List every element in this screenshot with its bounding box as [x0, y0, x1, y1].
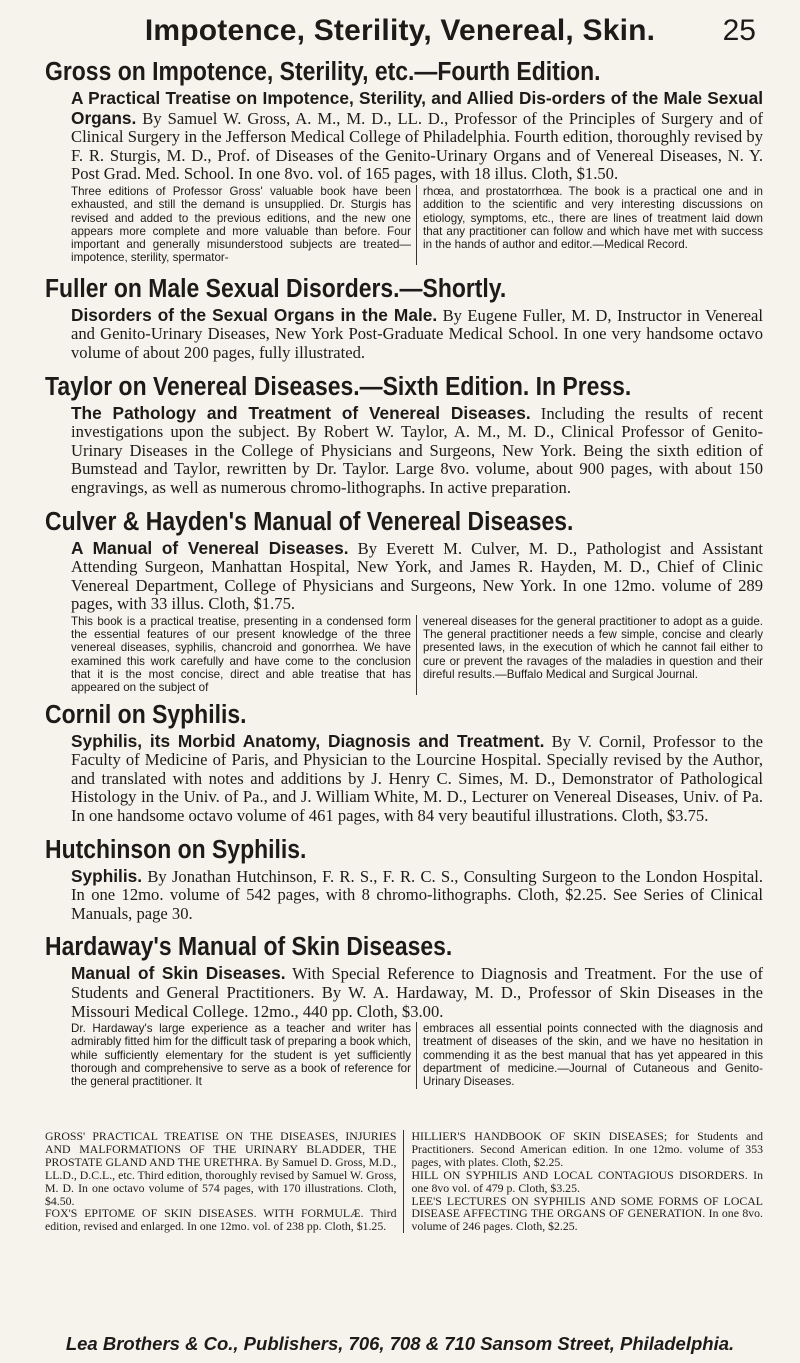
entry-hutchinson [45, 836, 763, 924]
review [45, 1022, 763, 1088]
entry-heading: Cornil on Syphilis. [45, 700, 247, 729]
entry-body [45, 89, 763, 184]
listing-hillier-handbook: HILLIER'S HANDBOOK OF SKIN DISEASES; for Students and Practitioners. Second American edition. In one 12mo. volume of 353 pages, with plates. Cloth, $2.25. [411, 1129, 763, 1169]
listing-lee-lectures: LEE'S LECTURES ON SYPHILIS AND SOME FORMS OF LOCAL DISEASE AFFECTING THE ORGANS OF GENERATION. In one 8vo. volume of 246 pages. Cloth, $2.25. [411, 1193, 763, 1234]
listing-fox-epitome: FOX'S EPITOME OF SKIN DISEASES. WITH FORMULÆ. Third edition, revised and enlarged. In one 12mo. vol. of 238 pp. Cloth, $1.25. [45, 1206, 397, 1234]
entry-fuller [45, 275, 763, 363]
entry-body [45, 404, 763, 498]
entry-taylor [45, 373, 763, 498]
book-title: The Pathology and Treatment of Venereal Diseases. [71, 402, 531, 423]
entry-text: By Samuel W. Gross, A. M., M. D., LL. D., Professor of the Principles of Surgery and of Clinical Surgery in the Jefferson Medical College of Philadelphia. Fourth edition, thoroughly revised by F. R. Sturgis, M. D., Prof. of Diseases of the Genito-Urinary Organs and of Venereal Diseases, N. Y. Post Grad. Med. School. In one 8vo. vol. of 165 pages, with 18 illus. Cloth, $1.50. [71, 108, 763, 184]
entry-hardaway [45, 933, 763, 1088]
entry-text: By Jonathan Hutchinson, F. R. S., F. R. C. S., Consulting Surgeon to the London Hospital. In one 12mo. volume of 542 pages, with 8 chromo-lithographs. Cloth, $2.25. See Series of Clinical Manuals, page 30. [71, 866, 763, 923]
entry-body [45, 539, 763, 614]
review [45, 185, 763, 265]
review-right: venereal diseases for the general practitioner to adopt as a guide. The general practitioner needs a few simple, concise and clearly presented laws, in the execution of which he cannot fail either to cure or prevent the ravages of the maladies in question and their direful results.—Buffalo Medical and Surgical Journal. [423, 614, 763, 682]
entry-body [45, 964, 763, 1021]
book-title: Manual of Skin Diseases. [71, 963, 286, 984]
page-number: 25 [722, 14, 756, 47]
entry-culver-hayden [45, 508, 763, 695]
entry-gross [45, 58, 763, 265]
review-left: Three editions of Professor Gross' valuable book have been exhausted, and still the demand is unsupplied. Dr. Sturgis has revised and added to the previous editions, and the new one appears more complete and more valuable than before. Four important and generally misunderstood subjects are treated—impotence, sterility, spermator- [45, 185, 417, 265]
listing-gross-treatise: GROSS' PRACTICAL TREATISE ON THE DISEASES, INJURIES AND MALFORMATIONS OF THE URINARY BLADDER, THE PROSTATE GLAND AND THE URETHRA. By Samuel D. Gross, M.D., LL.D., D.C.L., etc. Third edition, thoroughly revised by Samuel W. Gross, M. D. In one octavo volume of 574 pages, with 170 illustrations. Cloth, $4.50. [45, 1129, 397, 1208]
review [45, 615, 763, 695]
entry-text: By Everett M. Culver, M. D., Pathologist and Assistant Attending Surgeon, Manhattan Hospital, New York, and James R. Hayden, M. D., Chief of Clinic Venereal Department, College of Physicians and Surgeons, New York. In one 12mo. volume of 289 pages, with 33 illus. Cloth, $1.75. [71, 538, 763, 614]
review-right: embraces all essential points connected with the diagnosis and treatment of diseases of the skin, and we have no hesitation in commending it as the best manual that has yet appeared in this department of medicine.—Journal of Cutaneous and Genito-Urinary Diseases. [423, 1022, 763, 1089]
entry-heading: Hutchinson on Syphilis. [45, 835, 307, 864]
running-title: Impotence, Sterility, Venereal, Skin. [144, 14, 656, 47]
short-listings-left [45, 1130, 404, 1233]
listing-hill-syphilis: HILL ON SYPHILIS AND LOCAL CONTAGIOUS DISORDERS. In one 8vo vol. of 479 p. Cloth, $3.25. [411, 1167, 763, 1195]
review-left: Dr. Hardaway's large experience as a teacher and writer has admirably fitted him for the difficult task of preparing a book which, while sufficiently elementary for the student is yet sufficiently thorough and comprehensive to serve as a book of reference for the general practitioner. It [45, 1022, 417, 1088]
entry-text: With Special Reference to Diagnosis and Treatment. For the use of Students and General Practitioners. By W. A. Hardaway, M. D., Professor of Skin Diseases in the Missouri Medical College. 12mo., 440 pp. Cloth, $3.00. [71, 964, 763, 1021]
entry-heading: Hardaway's Manual of Skin Diseases. [45, 933, 453, 962]
book-title: Syphilis. [71, 865, 143, 886]
entry-text: Including the results of recent investigations upon the subject. By Robert W. Taylor, A. M., M. D., Clinical Professor of Genito-Urinary Diseases in the College of Physicians and Surgeons, New York. Being the sixth edition of Bumstead and Taylor, rewritten by Dr. Taylor. Large 8vo. volume, about 900 pages, with about 150 engravings, as well as numerous chromo-lithographs. In active preparation. [71, 403, 763, 497]
entry-body [45, 867, 763, 924]
running-head [0, 14, 800, 54]
book-title: A Manual of Venereal Diseases. [71, 537, 349, 558]
entry-body [45, 732, 763, 826]
entry-text: By V. Cornil, Professor to the Faculty of Medicine of Paris, and Physician to the Lourcine Hospital. Specially revised by the Author, and translated with notes and additions by J. Henry C. Simes, M. D., Demonstrator of Pathological Histology in the Univ. of Pa., and J. William White, M. D., Lecturer on Venereal Diseases, Univ. of Pa. In one handsome octavo volume of 461 pages, with 84 very beautiful illustrations. Cloth, $3.75. [71, 731, 763, 826]
entry-cornil [45, 701, 763, 826]
book-title: Disorders of the Sexual Organs in the Male. [71, 304, 438, 325]
publisher-footer: Lea Brothers & Co., Publishers, 706, 708 & 710 Sansom Street, Philadelphia. [65, 1333, 735, 1354]
entry-body [45, 306, 763, 363]
book-title: Syphilis, its Morbid Anatomy, Diagnosis and Treatment. [71, 730, 545, 751]
entry-heading: Fuller on Male Sexual Disorders.—Shortly. [45, 274, 507, 303]
short-listings-right [404, 1130, 764, 1233]
entry-heading: Gross on Impotence, Sterility, etc.—Fourth Edition. [45, 58, 601, 86]
entries [45, 58, 763, 1089]
entry-text: By Eugene Fuller, M. D, Instructor in Venereal and Genito-Urinary Diseases, New York Post-Graduate Medical School. In one very handsome octavo volume of about 200 pages, fully illustrated. [71, 305, 763, 362]
review-left: This book is a practical treatise, presenting in a condensed form the essential features of our present knowledge of the three venereal diseases, syphilis, chancroid and gonorrhea. We have examined this work carefully and have come to the conclusion that it is the most concise, direct and able treatise that has appeared on the subject of [45, 615, 417, 695]
entry-heading: Culver & Hayden's Manual of Venereal Diseases. [45, 507, 574, 536]
book-title: A Practical Treatise on Impotence, Sterility, and Allied Dis-orders of the Male Sexual Organs. [71, 88, 763, 128]
short-listings [45, 1130, 763, 1233]
review-right: rhœa, and prostatorrhœa. The book is a practical one and in addition to the scientific and very interesting discussions on etiology, symptoms, etc., there are lines of treatment laid down that any practitioner can follow and which have met with success in the hands of author and editor.—Medical Record. [423, 184, 763, 252]
entry-heading: Taylor on Venereal Diseases.—Sixth Edition. In Press. [45, 372, 632, 401]
